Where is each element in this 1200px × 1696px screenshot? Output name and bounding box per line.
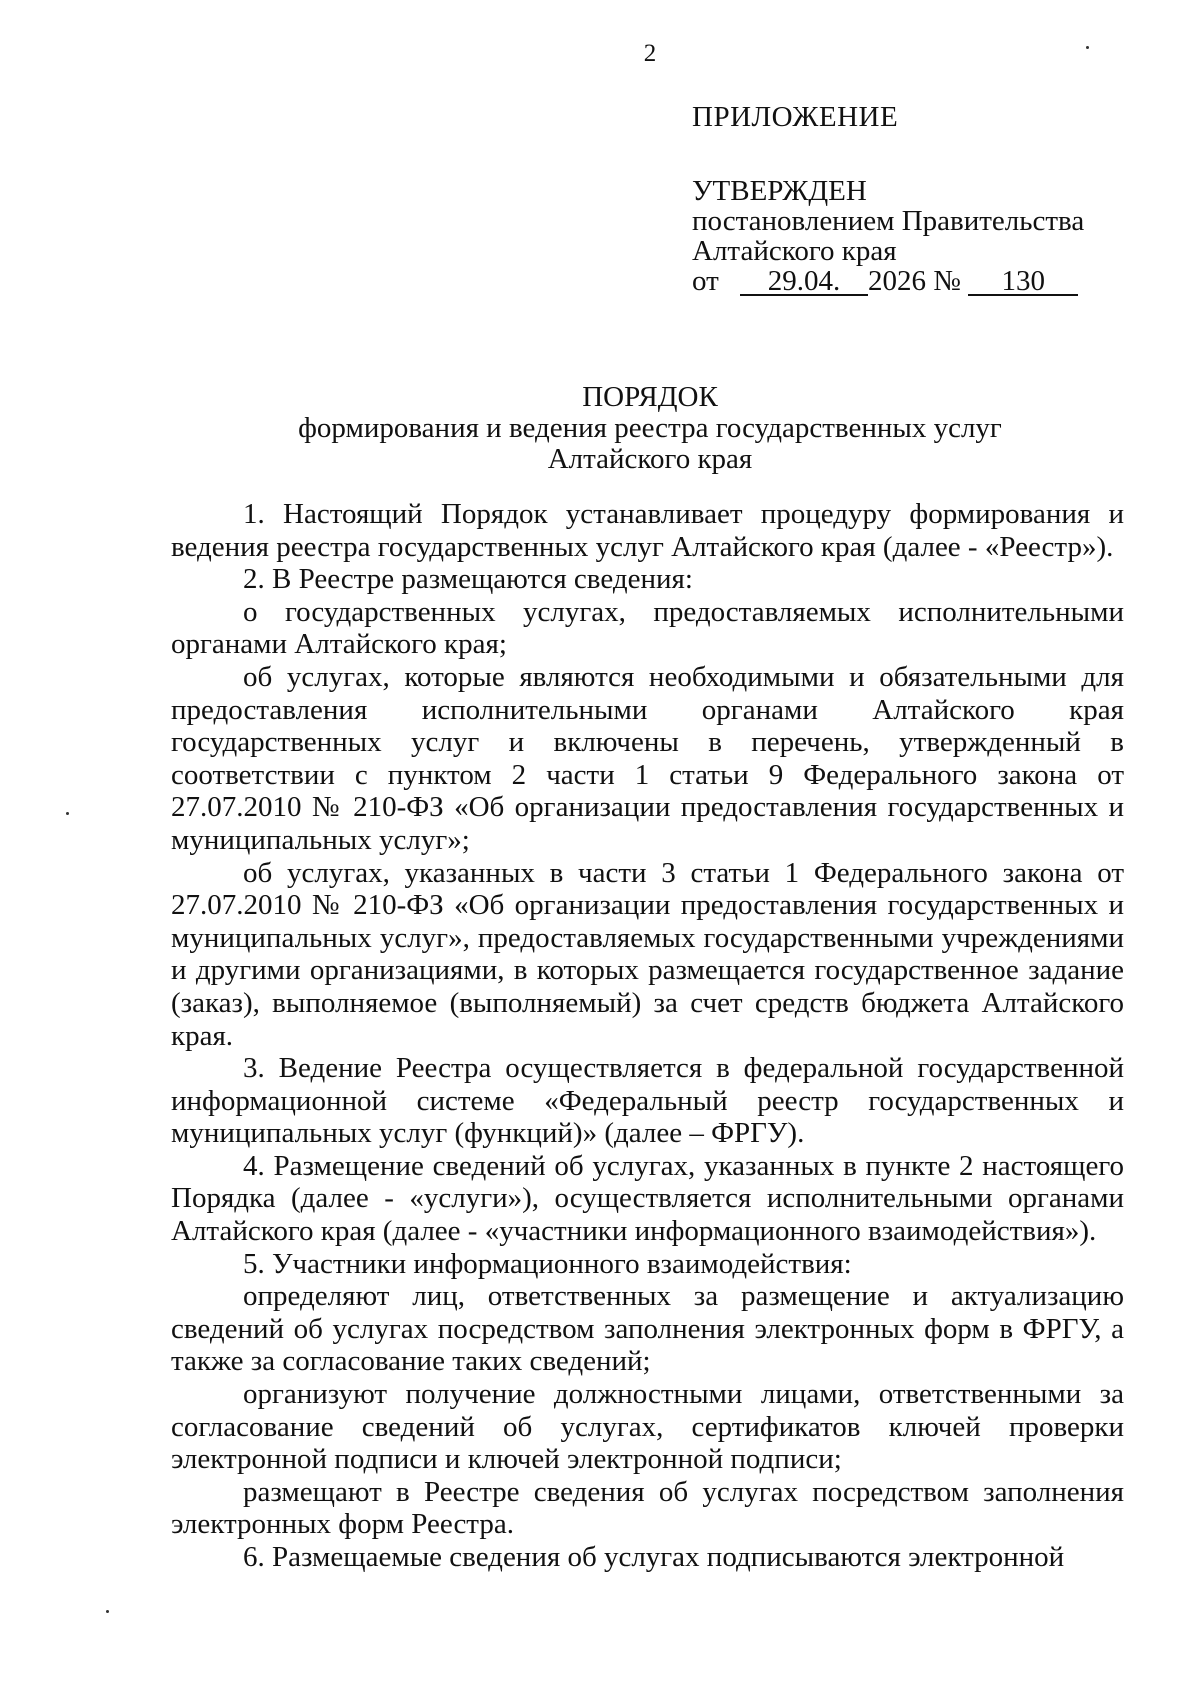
document-title: ПОРЯДОК [582, 381, 718, 413]
paragraph: 4. Размещение сведений об услугах, указанных в пункте 2 настоящего Порядка (далее - «услуги»), осуществляется исполнительными органами Алтайского края (далее - «участники информационного взаимодействия»). [171, 1149, 1124, 1248]
approval-date-line [692, 266, 1084, 296]
page-number: 2 [643, 40, 657, 67]
approval-line-1: постановлением Правительства [692, 205, 1085, 237]
document-body [171, 498, 1124, 1574]
document-title-block [0, 382, 1200, 475]
approved-label: УТВЕРЖДЕН [692, 175, 867, 207]
paragraph: организуют получение должностными лицами, ответственными за согласование сведений об услугах, сертификатов ключей проверки электронной подписи и ключей электронной подписи; [171, 1378, 1124, 1476]
approval-year: 2026 [868, 265, 927, 297]
paragraph: размещают в Реестре сведения об услугах посредством заполнения электронных форм Реестра. [171, 1475, 1124, 1541]
scan-speck [66, 812, 69, 815]
paragraph: 6. Размещаемые сведения об услугах подписываются электронной [243, 1541, 1065, 1573]
paragraph: 3. Ведение Реестра осуществляется в федеральной государственной информационной системе «Федеральный реестр государственных и муниципальных услуг (функций)» (далее – ФРГУ). [171, 1052, 1124, 1150]
scan-speck [1086, 46, 1089, 49]
paragraph: 1. Настоящий Порядок устанавливает процедуру формирования и ведения реестра государственных услуг Алтайского края (далее - «Реестр»). [171, 498, 1124, 563]
paragraph: об услугах, указанных в части 3 статьи 1 Федерального закона от 27.07.2010 № 210-ФЗ «Об организации предоставления государственных и муниципальных услуг», предоставляемых государственными учреждениями и другими организациями, в которых размещается государственное задание (заказ), выполняемое (выполняемый) за счет средств бюджета Алтайского края. [171, 856, 1124, 1052]
approval-number: 130 [968, 266, 1078, 296]
paragraph: 2. В Реестре размещаются сведения: [243, 563, 693, 596]
paragraph: об услугах, которые являются необходимыми и обязательными для предоставления исполнительными органами Алтайского края государственных услуг и включены в перечень, утвержденный в соответствии с пунктом 2 части 1 статьи 9 Федерального закона от 27.07.2010 № 210-ФЗ «Об организации предоставления государственных и муниципальных услуг»; [171, 660, 1124, 856]
number-sign: № [933, 265, 961, 297]
approval-block [692, 102, 1084, 296]
document-subtitle-line-1: формирования и ведения реестра государственных услуг [298, 412, 1002, 444]
document-subtitle-line-2: Алтайского края [547, 443, 753, 475]
scan-speck [106, 1610, 109, 1613]
approval-date: 29.04. [740, 266, 868, 296]
paragraph: определяют лиц, ответственных за размещение и актуализацию сведений об услугах посредством заполнения электронных форм в ФРГУ, а также за согласование таких сведений; [171, 1280, 1124, 1378]
from-label: от [692, 265, 719, 297]
appendix-label: ПРИЛОЖЕНИЕ [692, 101, 899, 133]
approval-line-2: Алтайского края [692, 235, 897, 267]
paragraph: о государственных услугах, предоставляемых исполнительными органами Алтайского края; [171, 595, 1124, 661]
paragraph: 5. Участники информационного взаимодействия: [243, 1247, 852, 1280]
